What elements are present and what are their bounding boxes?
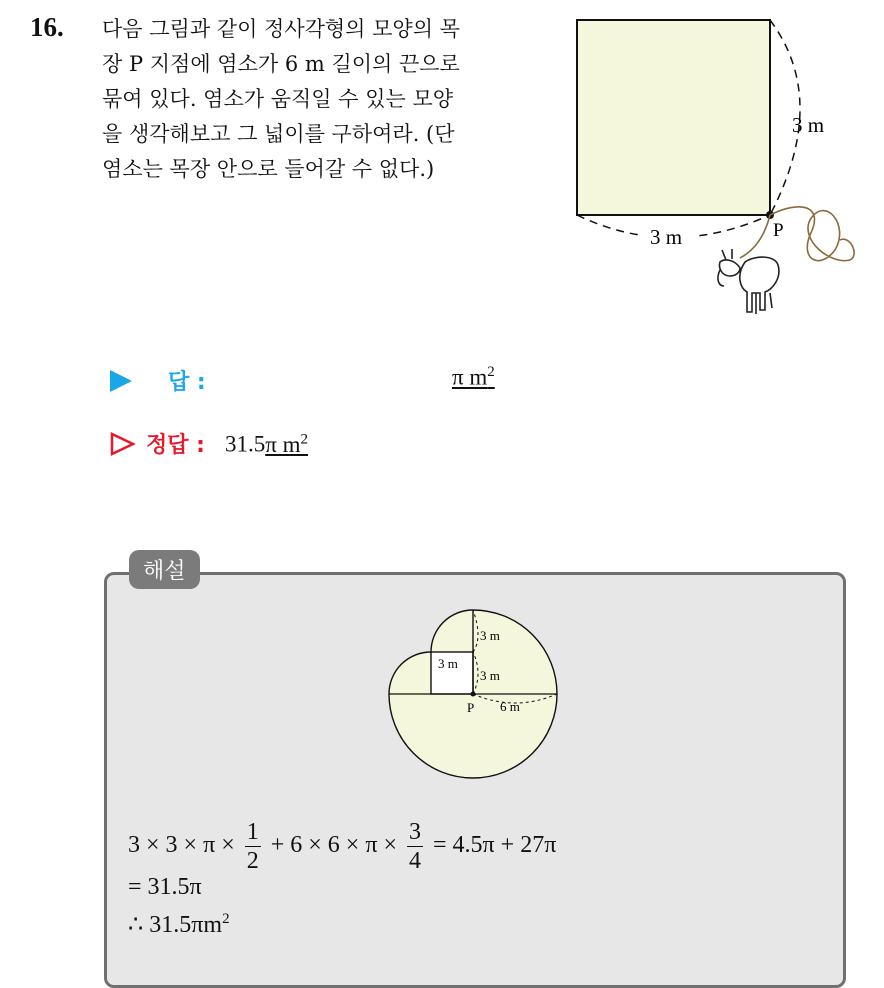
correct-label: 정답 : — [146, 433, 205, 458]
fig-label-top: 3 m — [480, 628, 500, 643]
side-label-right: 3 m — [792, 113, 825, 137]
answer-label: 답 : — [168, 370, 206, 395]
side-label-bottom: 3 m — [650, 225, 683, 249]
answer-row — [110, 365, 206, 396]
explanation-tab: 해설 — [129, 550, 200, 589]
fig-label-p: P — [467, 700, 475, 715]
fraction-one-half: $\frac{1}{2}$ — [246, 819, 259, 874]
answer-unit: π $m^2$ — [452, 364, 495, 390]
question-line: 염소는 목장 안으로 들어갈 수 없다.) — [102, 157, 435, 181]
explanation-figure — [380, 600, 570, 780]
explanation-line-2: = 31.5π — [128, 874, 202, 900]
fig-label-radius: 6 m — [500, 699, 520, 714]
question-line: 다음 그림과 같이 정사각형의 모양의 목 — [102, 17, 460, 41]
play-triangle-icon — [110, 370, 132, 392]
question-line: 을 생각해보고 그 넓이를 구하여라. (단 — [102, 122, 455, 146]
explanation-line-1: 3 × 3 × π × $\frac{1}{2}$ + 6 × 6 × π × $\frac{3}{4}$ = 4.5π + 27π — [128, 819, 557, 874]
question-text — [102, 12, 552, 187]
question-number: 16. — [30, 12, 64, 42]
fig-label-square: 3 m — [438, 656, 458, 671]
pasture-square — [577, 20, 770, 215]
outline-triangle-icon — [110, 432, 136, 456]
goat-icon — [718, 249, 779, 314]
explanation-line-3: ∴ $31.5\pi m^2$ — [128, 911, 230, 938]
fraction-three-quarters: $\frac{3}{4}$ — [409, 819, 421, 874]
pasture-figure — [560, 10, 870, 330]
question-line: 장 P 지점에 염소가 6 m 길이의 끈으로 — [102, 52, 460, 76]
correct-answer-row — [110, 428, 308, 459]
correct-value: 31.5π $m^2$ — [224, 431, 308, 457]
point-p-label: P — [773, 220, 784, 241]
question-line: 묶여 있다. 염소가 움직일 수 있는 모양 — [102, 87, 454, 111]
fig-label-mid: 3 m — [480, 668, 500, 683]
